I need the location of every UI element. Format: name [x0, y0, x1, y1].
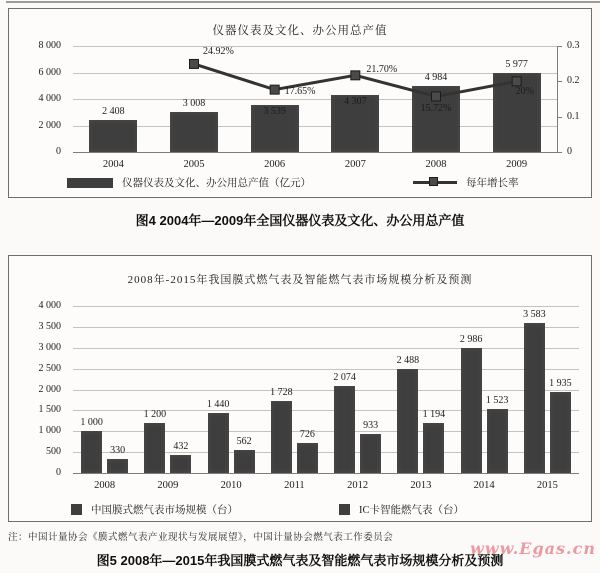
page-top-rule: [6, 1, 600, 3]
bar-value-label-2011-series1: 1 728: [270, 386, 293, 398]
x-axis-label-2008: 2008: [94, 480, 116, 491]
y-axis-tick-label: 0: [56, 467, 61, 478]
growth-rate-label-2008: 15.72%: [420, 103, 452, 115]
line-series-swatch-icon: [413, 181, 457, 184]
bar-value-label-2008-series2: 330: [110, 445, 126, 457]
x-axis-label-2011: 2011: [284, 480, 305, 491]
bar-value-label-2008-series1: 1 000: [80, 417, 103, 429]
legend-item-membrane-meter: [71, 502, 238, 517]
bar-value-label-2007: 4 307: [344, 95, 367, 107]
right-axis-tick-label: 0: [567, 146, 572, 157]
y-axis-tick-label: 2 500: [38, 362, 61, 374]
bar-value-label-2015-series1: 3 583: [523, 309, 546, 321]
x-axis-label-2010: 2010: [220, 480, 242, 491]
figure5-plot-area: [38, 300, 579, 491]
bar-value-label-2014-series2: 1 523: [485, 395, 509, 407]
bar-value-label-2013-series2: 1 194: [422, 409, 446, 421]
y-axis-tick-label: 1 000: [38, 425, 61, 437]
bar-2008-series2: [107, 459, 128, 473]
bar-value-label-2010-series2: 562: [236, 435, 252, 447]
y-axis-tick-label: 4 000: [38, 300, 61, 311]
y-axis-tick-label: 2 000: [38, 383, 61, 395]
growth-rate-line: [73, 46, 557, 152]
bar-series1-swatch-icon: [71, 504, 82, 515]
line-marker-icon: [190, 59, 199, 68]
bar-value-label-2009: 5 977: [505, 58, 528, 70]
bar-2009-series1: [144, 423, 165, 473]
bar-2011-series2: [297, 443, 318, 473]
bar-value-label-2009-series2: 432: [173, 440, 189, 452]
growth-rate-label-2006: 17.65%: [284, 85, 316, 97]
x-axis-label-2008: 2008: [425, 159, 447, 170]
bar-2010-series1: [208, 413, 229, 473]
right-axis-line: [557, 46, 558, 152]
gridline: [73, 473, 579, 474]
x-axis-label-2012: 2012: [347, 480, 369, 491]
figure4-plot-area: [38, 40, 580, 170]
gridline: [73, 348, 579, 349]
gridline: [73, 369, 579, 370]
bar-series2-swatch-icon: [339, 504, 350, 515]
growth-rate-label-2007: 21.70%: [366, 64, 398, 76]
x-axis-label-2015: 2015: [536, 480, 558, 491]
source-note: 注：中国计量协会《膜式燃气表产业现状与发展展望》，中国计量协会燃气表工作委员会: [8, 533, 394, 543]
bar-value-label-2010-series1: 1 440: [206, 398, 230, 410]
bar-2011-series1: [271, 401, 292, 473]
legend-label-growth-rate: 每年增长率: [466, 178, 519, 189]
bar-2013-series1: [397, 369, 418, 473]
bar-value-label-2004: 2 408: [102, 106, 125, 118]
bar-2015-series2: [550, 392, 571, 473]
bar-value-label-2014-series1: 2 986: [459, 334, 483, 346]
figure4-caption: 图4 2004年—2009年全国仪器仪表及文化、办公用总产值: [135, 213, 465, 228]
x-axis-label-2004: 2004: [102, 159, 124, 170]
line-marker-icon: [512, 77, 521, 86]
figure4-panel: [8, 8, 592, 198]
left-axis-tick-label: 8 000: [38, 40, 61, 51]
bar-2014-series2: [487, 409, 508, 473]
gridline: [73, 152, 557, 153]
figure5-panel: [8, 255, 592, 522]
bar-value-label-2012-series2: 933: [363, 420, 379, 432]
right-axis-tick-label: 0.3: [567, 40, 580, 51]
bar-value-label-2006: 3 539: [263, 106, 286, 118]
right-axis-tick: [557, 46, 562, 47]
gridline: [73, 390, 579, 391]
growth-rate-label-2005: 24.92%: [203, 45, 234, 57]
right-axis-tick-label: 0.1: [567, 110, 580, 122]
legend-label-output-value: 仪器仪表及文化、办公用总产值（亿元）: [122, 178, 311, 189]
bar-value-label-2009-series1: 1 200: [143, 408, 167, 420]
x-axis-label-2007: 2007: [344, 159, 366, 170]
legend-item-growth-rate: [413, 175, 519, 190]
right-axis-tick: [557, 81, 562, 82]
right-axis-tick-label: 0.2: [567, 75, 580, 87]
bar-value-label-2013-series1: 2 488: [396, 355, 420, 367]
y-axis-tick-label: 500: [46, 446, 61, 458]
x-axis-label-2013: 2013: [410, 480, 432, 491]
bar-2015-series1: [524, 323, 545, 473]
gridline: [73, 327, 579, 328]
bar-value-label-2011-series2: 726: [299, 428, 315, 440]
y-axis-tick-label: 3 500: [38, 320, 61, 332]
left-axis-tick-label: 2 000: [38, 119, 61, 131]
bar-2012-series1: [334, 386, 355, 473]
legend-label-ic-card-meter: IC卡智能燃气表（台）: [359, 505, 464, 516]
y-axis-tick-label: 3 000: [38, 341, 61, 353]
bar-value-label-2008: 4 984: [424, 71, 448, 83]
figure5-chart-title: 2008年-2015年我国膜式燃气表及智能燃气表市场规模分析及预测: [127, 274, 473, 286]
left-axis-tick-label: 4 000: [38, 93, 61, 104]
watermark: www.Egas.cn: [470, 539, 596, 558]
growth-rate-label-2009: 20%: [515, 86, 534, 98]
bar-2013-series2: [423, 423, 444, 473]
figure5-legend: [9, 502, 591, 520]
line-marker-icon: [351, 71, 360, 80]
gridline: [73, 306, 579, 307]
bar-series-swatch-icon: [67, 178, 113, 188]
bar-2014-series1: [461, 348, 482, 473]
left-axis-tick-label: 0: [56, 146, 61, 157]
x-axis-label-2006: 2006: [264, 159, 286, 170]
figure4-legend: [9, 175, 591, 193]
x-axis-label-2014: 2014: [473, 480, 495, 491]
bar-value-label-2012-series1: 2 074: [333, 372, 356, 384]
right-axis-tick: [557, 152, 562, 153]
line-marker-icon: [432, 92, 441, 101]
figure4-chart-title: 仪器仪表及文化、办公用总产值: [212, 25, 388, 37]
y-axis-tick-label: 1 500: [38, 404, 61, 416]
legend-item-ic-card-meter: [339, 502, 464, 517]
line-marker-icon: [429, 177, 438, 186]
bar-value-label-2005: 3 008: [182, 98, 206, 110]
bar-2009-series2: [170, 455, 191, 473]
x-axis-label-2005: 2005: [183, 159, 205, 170]
figure5-caption: 图5 2008年—2015年我国膜式燃气表及智能燃气表市场规模分析及预测: [96, 553, 504, 568]
legend-label-membrane-meter: 中国膜式燃气表市场规模（台）: [91, 505, 238, 516]
bar-value-label-2015-series2: 1 935: [549, 378, 572, 390]
x-axis-label-2009: 2009: [506, 159, 528, 170]
x-axis-label-2009: 2009: [157, 480, 179, 491]
legend-item-output-value: [67, 175, 311, 190]
bar-2008-series1: [81, 431, 102, 473]
bar-2010-series2: [234, 450, 255, 473]
right-axis-tick: [557, 117, 562, 118]
line-marker-icon: [270, 85, 279, 94]
left-axis-tick-label: 6 000: [38, 66, 61, 78]
bar-2012-series2: [360, 434, 381, 473]
